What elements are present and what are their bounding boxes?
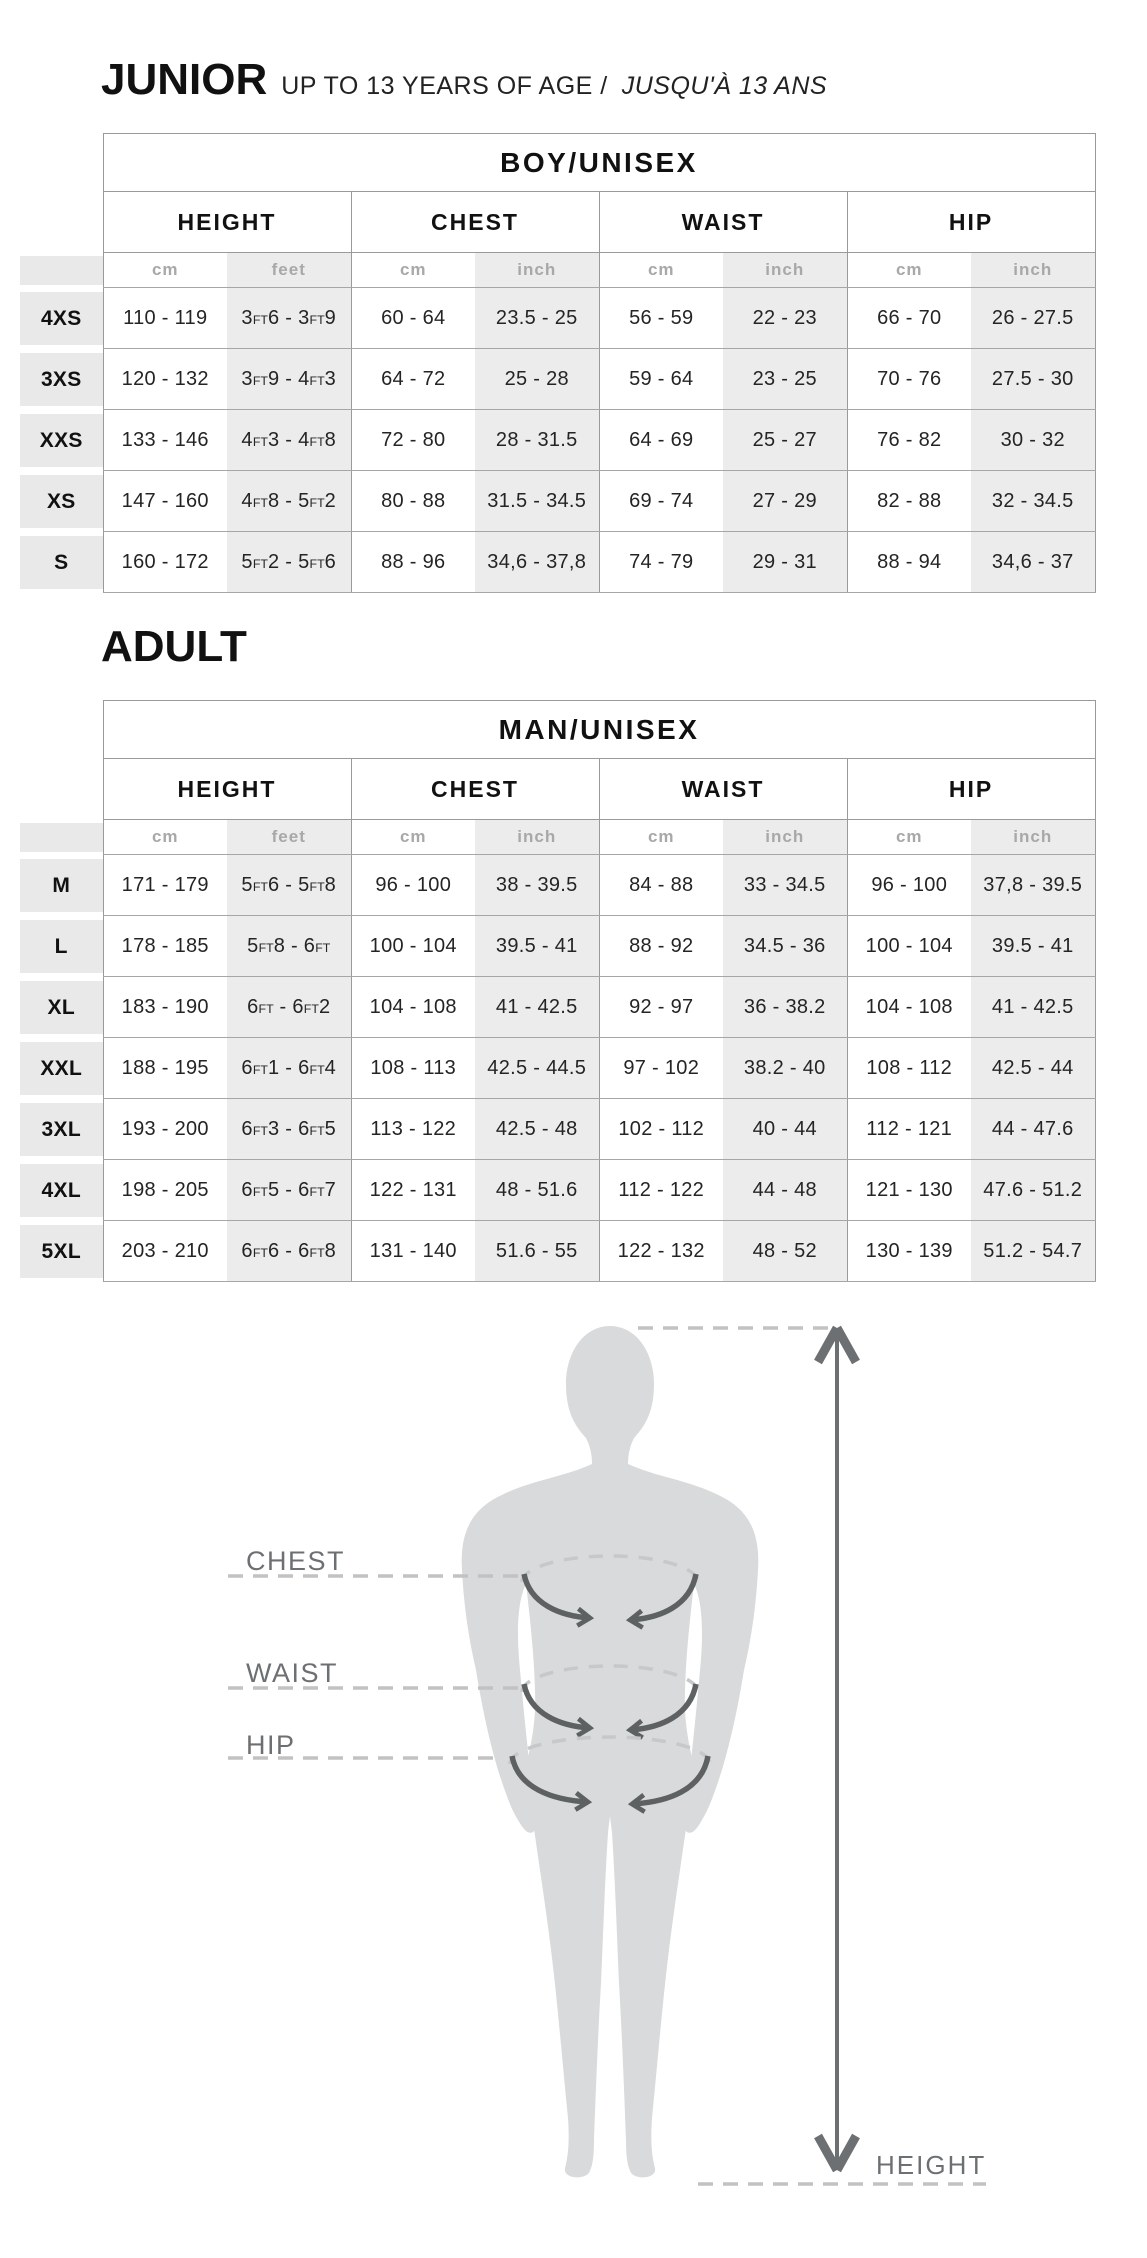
waist-cm-cell: 74 - 79 [599, 532, 723, 593]
height-feet-cell: 6FT1 - 6FT4 [227, 1038, 351, 1099]
column-header-waist: WAIST [599, 192, 847, 253]
hip-inch-cell: 34,6 - 37 [971, 532, 1095, 593]
table-row [20, 410, 1095, 471]
size-label-cell [20, 1038, 103, 1099]
size-label: 4XL [20, 1164, 103, 1217]
size-label: L [20, 920, 103, 973]
chest-inch-cell: 28 - 31.5 [475, 410, 599, 471]
chest-cm-cell: 104 - 108 [351, 977, 475, 1038]
unit-hip-inch: inch [971, 253, 1095, 288]
hip-cm-cell: 96 - 100 [847, 855, 971, 916]
unit-hip-cm: cm [847, 820, 971, 855]
chest-inch-cell: 41 - 42.5 [475, 977, 599, 1038]
waist-inch-cell: 36 - 38.2 [723, 977, 847, 1038]
unit-height-feet: feet [227, 820, 351, 855]
table-row [20, 532, 1095, 593]
column-header-height: HEIGHT [103, 192, 351, 253]
hip-inch-cell: 37,8 - 39.5 [971, 855, 1095, 916]
hip-cm-cell: 108 - 112 [847, 1038, 971, 1099]
waist-inch-cell: 48 - 52 [723, 1221, 847, 1282]
table-row [20, 1099, 1095, 1160]
height-feet-cell: 6FT3 - 6FT5 [227, 1099, 351, 1160]
height-feet-cell: 6FT6 - 6FT8 [227, 1221, 351, 1282]
waist-cm-cell: 97 - 102 [599, 1038, 723, 1099]
table-row [20, 977, 1095, 1038]
body-measurement-diagram [140, 1318, 1020, 2223]
size-label: M [20, 859, 103, 912]
hip-cm-cell: 76 - 82 [847, 410, 971, 471]
height-cm-cell: 110 - 119 [103, 288, 227, 349]
height-cm-cell: 160 - 172 [103, 532, 227, 593]
hip-cm-cell: 121 - 130 [847, 1160, 971, 1221]
hip-inch-cell: 27.5 - 30 [971, 349, 1095, 410]
hip-cm-cell: 100 - 104 [847, 916, 971, 977]
size-label-cell [20, 532, 103, 593]
waist-inch-cell: 34.5 - 36 [723, 916, 847, 977]
size-label-cell [20, 916, 103, 977]
size-label-cell [20, 977, 103, 1038]
chest-inch-cell: 25 - 28 [475, 349, 599, 410]
adult-title: ADULT [101, 622, 247, 671]
chest-inch-cell: 39.5 - 41 [475, 916, 599, 977]
height-cm-cell: 171 - 179 [103, 855, 227, 916]
junior-subtitle-en: UP TO 13 YEARS OF AGE / [281, 72, 608, 100]
unit-waist-inch: inch [723, 820, 847, 855]
hip-inch-cell: 32 - 34.5 [971, 471, 1095, 532]
size-label: XXS [20, 414, 103, 467]
height-feet-cell: 4FT3 - 4FT8 [227, 410, 351, 471]
table-group-title: BOY/UNISEX [103, 134, 1095, 192]
hip-inch-cell: 42.5 - 44 [971, 1038, 1095, 1099]
unit-height-feet: feet [227, 253, 351, 288]
size-label-cell [20, 288, 103, 349]
hip-cm-cell: 70 - 76 [847, 349, 971, 410]
unit-waist-cm: cm [599, 253, 723, 288]
height-feet-cell: 3FT6 - 3FT9 [227, 288, 351, 349]
hip-cm-cell: 66 - 70 [847, 288, 971, 349]
height-feet-cell: 5FT8 - 6FT [227, 916, 351, 977]
height-feet-cell: 5FT6 - 5FT8 [227, 855, 351, 916]
height-feet-cell: 6FT5 - 6FT7 [227, 1160, 351, 1221]
chest-inch-cell: 42.5 - 44.5 [475, 1038, 599, 1099]
size-label: S [20, 536, 103, 589]
size-label-cell [20, 1160, 103, 1221]
table-row [20, 288, 1095, 349]
height-cm-cell: 120 - 132 [103, 349, 227, 410]
waist-cm-cell: 88 - 92 [599, 916, 723, 977]
table-row [20, 1038, 1095, 1099]
hip-cm-cell: 112 - 121 [847, 1099, 971, 1160]
unit-height-cm: cm [103, 253, 227, 288]
height-cm-cell: 178 - 185 [103, 916, 227, 977]
waist-cm-cell: 84 - 88 [599, 855, 723, 916]
hip-cm-cell: 130 - 139 [847, 1221, 971, 1282]
junior-subtitle-fr: JUSQU'À 13 ANS [621, 72, 828, 100]
hip-inch-cell: 51.2 - 54.7 [971, 1221, 1095, 1282]
chest-cm-cell: 100 - 104 [351, 916, 475, 977]
waist-cm-cell: 122 - 132 [599, 1221, 723, 1282]
height-feet-cell: 6FT - 6FT2 [227, 977, 351, 1038]
unit-chest-inch: inch [475, 820, 599, 855]
waist-cm-cell: 92 - 97 [599, 977, 723, 1038]
unit-height-cm: cm [103, 820, 227, 855]
size-label-cell [20, 855, 103, 916]
hip-inch-cell: 39.5 - 41 [971, 916, 1095, 977]
chest-cm-cell: 88 - 96 [351, 532, 475, 593]
chest-inch-cell: 34,6 - 37,8 [475, 532, 599, 593]
table-row [20, 349, 1095, 410]
height-cm-cell: 188 - 195 [103, 1038, 227, 1099]
junior-section-header [101, 55, 827, 105]
hip-cm-cell: 88 - 94 [847, 532, 971, 593]
waist-cm-cell: 56 - 59 [599, 288, 723, 349]
size-label-cell [20, 471, 103, 532]
chest-label: CHEST [246, 1546, 346, 1576]
column-header-height: HEIGHT [103, 759, 351, 820]
unit-hip-inch: inch [971, 820, 1095, 855]
size-label-cell [20, 1099, 103, 1160]
waist-cm-cell: 69 - 74 [599, 471, 723, 532]
chest-inch-cell: 42.5 - 48 [475, 1099, 599, 1160]
unit-waist-inch: inch [723, 253, 847, 288]
waist-label: WAIST [246, 1658, 338, 1688]
unit-chest-cm: cm [351, 820, 475, 855]
size-label: 4XS [20, 292, 103, 345]
unit-chest-inch: inch [475, 253, 599, 288]
size-label-cell [20, 410, 103, 471]
size-label: 3XS [20, 353, 103, 406]
table-row [20, 855, 1095, 916]
waist-cm-cell: 112 - 122 [599, 1160, 723, 1221]
waist-inch-cell: 38.2 - 40 [723, 1038, 847, 1099]
height-label: HEIGHT [876, 2150, 987, 2180]
chest-cm-cell: 60 - 64 [351, 288, 475, 349]
junior-title: JUNIOR [101, 55, 268, 104]
height-cm-cell: 183 - 190 [103, 977, 227, 1038]
junior-size-table [20, 133, 1096, 593]
unit-hip-cm: cm [847, 253, 971, 288]
column-header-chest: CHEST [351, 192, 599, 253]
size-label: XS [20, 475, 103, 528]
waist-inch-cell: 40 - 44 [723, 1099, 847, 1160]
table-group-title: MAN/UNISEX [103, 701, 1095, 759]
table-row [20, 471, 1095, 532]
height-cm-cell: 133 - 146 [103, 410, 227, 471]
table-row [20, 1160, 1095, 1221]
waist-cm-cell: 102 - 112 [599, 1099, 723, 1160]
hip-inch-cell: 44 - 47.6 [971, 1099, 1095, 1160]
hip-inch-cell: 26 - 27.5 [971, 288, 1095, 349]
column-header-hip: HIP [847, 192, 1095, 253]
chest-cm-cell: 108 - 113 [351, 1038, 475, 1099]
chest-inch-cell: 31.5 - 34.5 [475, 471, 599, 532]
chest-cm-cell: 113 - 122 [351, 1099, 475, 1160]
human-silhouette [462, 1326, 759, 2177]
chest-cm-cell: 96 - 100 [351, 855, 475, 916]
waist-inch-cell: 25 - 27 [723, 410, 847, 471]
adult-section-header [101, 622, 247, 672]
chest-cm-cell: 72 - 80 [351, 410, 475, 471]
size-label: XL [20, 981, 103, 1034]
table-row [20, 1221, 1095, 1282]
unit-chest-cm: cm [351, 253, 475, 288]
size-label-cell [20, 349, 103, 410]
chest-cm-cell: 80 - 88 [351, 471, 475, 532]
column-header-hip: HIP [847, 759, 1095, 820]
chest-inch-cell: 38 - 39.5 [475, 855, 599, 916]
hip-cm-cell: 82 - 88 [847, 471, 971, 532]
waist-inch-cell: 27 - 29 [723, 471, 847, 532]
column-header-chest: CHEST [351, 759, 599, 820]
column-header-waist: WAIST [599, 759, 847, 820]
waist-inch-cell: 23 - 25 [723, 349, 847, 410]
hip-inch-cell: 47.6 - 51.2 [971, 1160, 1095, 1221]
chest-cm-cell: 122 - 131 [351, 1160, 475, 1221]
size-label: 3XL [20, 1103, 103, 1156]
chest-cm-cell: 131 - 140 [351, 1221, 475, 1282]
height-feet-cell: 3FT9 - 4FT3 [227, 349, 351, 410]
waist-inch-cell: 33 - 34.5 [723, 855, 847, 916]
size-label-cell [20, 1221, 103, 1282]
waist-inch-cell: 22 - 23 [723, 288, 847, 349]
unit-waist-cm: cm [599, 820, 723, 855]
height-feet-cell: 4FT8 - 5FT2 [227, 471, 351, 532]
table-row [20, 916, 1095, 977]
waist-inch-cell: 44 - 48 [723, 1160, 847, 1221]
chest-inch-cell: 23.5 - 25 [475, 288, 599, 349]
waist-inch-cell: 29 - 31 [723, 532, 847, 593]
hip-inch-cell: 30 - 32 [971, 410, 1095, 471]
height-feet-cell: 5FT2 - 5FT6 [227, 532, 351, 593]
height-cm-cell: 198 - 205 [103, 1160, 227, 1221]
units-row-spacer [20, 253, 103, 288]
height-cm-cell: 193 - 200 [103, 1099, 227, 1160]
adult-size-table [20, 700, 1096, 1282]
waist-cm-cell: 59 - 64 [599, 349, 723, 410]
height-cm-cell: 147 - 160 [103, 471, 227, 532]
height-cm-cell: 203 - 210 [103, 1221, 227, 1282]
hip-label: HIP [246, 1730, 296, 1760]
size-label: XXL [20, 1042, 103, 1095]
chest-inch-cell: 51.6 - 55 [475, 1221, 599, 1282]
units-row-spacer [20, 820, 103, 855]
height-arrow [818, 1328, 856, 2170]
hip-cm-cell: 104 - 108 [847, 977, 971, 1038]
chest-cm-cell: 64 - 72 [351, 349, 475, 410]
hip-inch-cell: 41 - 42.5 [971, 977, 1095, 1038]
size-label: 5XL [20, 1225, 103, 1278]
waist-cm-cell: 64 - 69 [599, 410, 723, 471]
chest-inch-cell: 48 - 51.6 [475, 1160, 599, 1221]
